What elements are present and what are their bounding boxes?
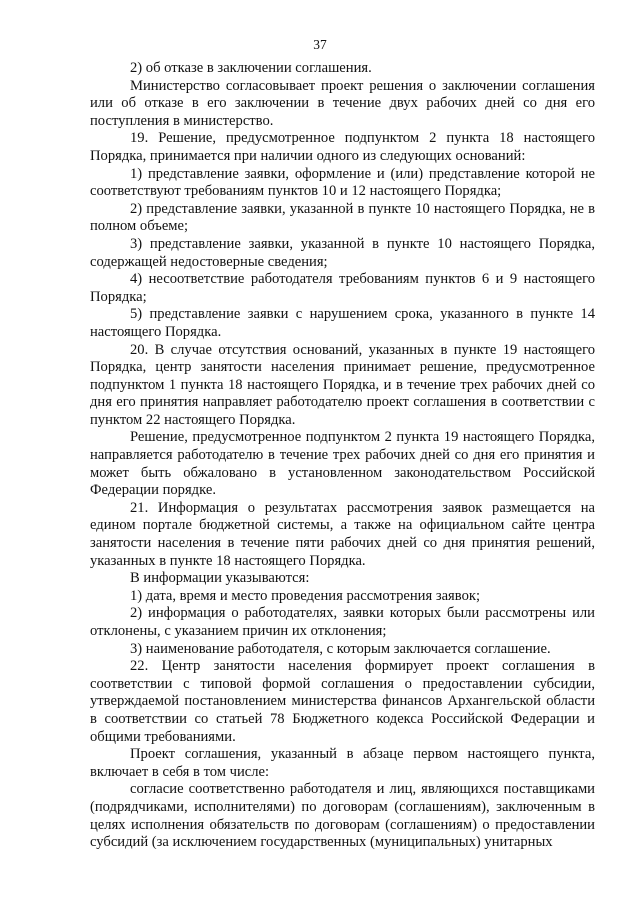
list-item: 1) дата, время и место проведения рассмотрения заявок;: [130, 587, 481, 604]
paragraph: Решение, предусмотренное подпунктом 2 пункта 19 настоящего Порядка, направляется работодателю в течение трех рабочих дней со дня его принятия и может быть обжаловано в установленном законодательством Российской Федерации порядке.: [90, 429, 595, 499]
document-body: [90, 60, 595, 852]
paragraph: Министерство согласовывает проект решения о заключении соглашения или об отказе в его заключении в течение двух рабочих дней со дня его поступления в министерство.: [90, 77, 595, 129]
page-number: 37: [313, 37, 327, 52]
paragraph: 21. Информация о результатах рассмотрения заявок размещается на едином портале бюджетной системы, а также на официальном сайте центра занятости населения в течение пяти рабочих дней со дня принятия решений, указанных в пункте 18 настоящего Порядка.: [90, 499, 595, 569]
list-item: 3) наименование работодателя, с которым заключается соглашение.: [130, 640, 551, 657]
paragraph: 2) об отказе в заключении соглашения.: [130, 60, 372, 76]
paragraph: 20. В случае отсутствия оснований, указанных в пункте 19 настоящего Порядка, центр занятости населения принимает решение, предусмотренное подпунктом 1 пункта 18 настоящего Порядка, и в течение трех рабочих дней со дня его принятия направляет работодателю проект соглашения в соответствии с пунктом 22 настоящего Порядка.: [90, 341, 595, 428]
list-item: 2) информация о работодателях, заявки которых были рассмотрены или отклонены, с указанием причин их отклонения;: [90, 605, 595, 639]
paragraph: В информации указываются:: [130, 570, 310, 587]
list-item: 1) представление заявки, оформление и (или) представление которой не соответствуют требованиям пунктов 10 и 12 настоящего Порядка;: [90, 165, 595, 200]
paragraph: Проект соглашения, указанный в абзаце первом настоящего пункта, включает в себя в том числе:: [90, 746, 595, 780]
paragraph: 22. Центр занятости населения формирует проект соглашения в соответствии с типовой формой соглашения о предоставлении субсидии, утверждаемой постановлением министерства финансов Архангельской области в соответствии со статьей 78 Бюджетного кодекса Российской Федерации и общими требованиями.: [90, 658, 595, 745]
paragraph: согласие соответственно работодателя и лиц, являющихся поставщиками (подрядчиками, исполнителями) по договорам (соглашениям), заключенным в целях исполнения обязательств по договорам (соглашениям) о предоставлении субсидий (за исключением государственных (муниципальных) унитарных: [90, 781, 595, 851]
list-item: 4) несоответствие работодателя требованиям пунктов 6 и 9 настоящего Порядка;: [90, 271, 595, 305]
list-item: 2) представление заявки, указанной в пункте 10 настоящего Порядка, не в полном объеме;: [90, 200, 595, 235]
list-item: 5) представление заявки с нарушением срока, указанного в пункте 14 настоящего Порядка.: [90, 306, 595, 340]
paragraph: 19. Решение, предусмотренное подпунктом 2 пункта 18 настоящего Порядка, принимается при наличии одного из следующих оснований:: [90, 130, 595, 164]
list-item: 3) представление заявки, указанной в пункте 10 настоящего Порядка, содержащей недостоверные сведения;: [90, 235, 595, 270]
